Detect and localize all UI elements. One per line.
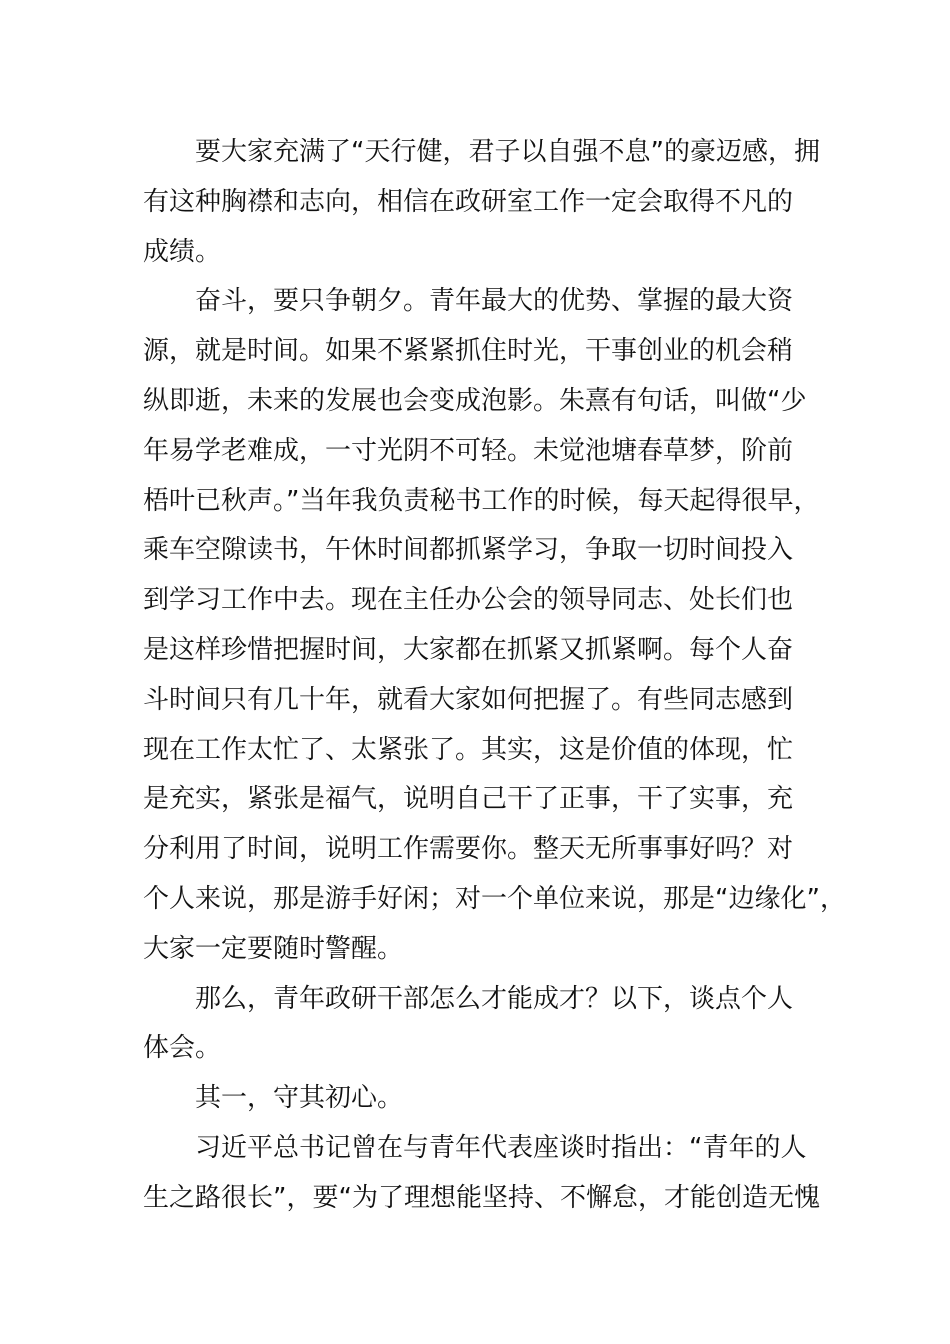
text-line: 大家一定要随时警醒。 (143, 933, 404, 964)
text-line: 成绩。 (143, 236, 222, 267)
text-line: 现在工作太忙了、太紧张了。其实，这是价值的体现，忙 (143, 734, 794, 765)
text-line: 斗时间只有几十年，就看大家如何把握了。有些同志感到 (143, 684, 794, 715)
text-line: 年易学老难成，一寸光阴不可轻。未觉池塘春草梦，阶前 (143, 435, 794, 466)
text-line: 纵即逝，未来的发展也会变成泡影。朱熹有句话，叫做“少 (143, 385, 807, 416)
text-line: 分利用了时间，说明工作需要你。整天无所事事好吗？对 (143, 834, 794, 865)
text-line: 源，就是时间。如果不紧紧抓住时光，干事创业的机会稍 (143, 336, 794, 367)
text-line: 有这种胸襟和志向，相信在政研室工作一定会取得不凡的 (143, 186, 794, 217)
text-line: 生之路很长”，要“为了理想能坚持、不懈怠，才能创造无愧 (143, 1182, 820, 1213)
text-line: 那么，青年政研干部怎么才能成才？以下，谈点个人 (195, 983, 794, 1014)
text-line: 梧叶已秋声。”当年我负责秘书工作的时候，每天起得很早， (143, 485, 820, 516)
text-line: 奋斗，要只争朝夕。青年最大的优势、掌握的最大资 (195, 286, 794, 317)
text-line: 体会。 (143, 1033, 222, 1064)
text-line: 是充实，紧张是福气，说明自己干了正事，干了实事，充 (143, 784, 794, 815)
text-line: 是这样珍惜把握时间，大家都在抓紧又抓紧啊。每个人奋 (143, 634, 794, 665)
text-line: 到学习工作中去。现在主任办公会的领导同志、处长们也 (143, 585, 794, 616)
text-line: 习近平总书记曾在与青年代表座谈时指出：“青年的人 (195, 1132, 807, 1163)
text-line: 个人来说，那是游手好闲；对一个单位来说，那是“边缘化”， (143, 883, 846, 914)
section-heading: 其一，守其初心。 (195, 1083, 404, 1114)
text-line: 要大家充满了“天行健，君子以自强不息”的豪迈感，拥 (195, 137, 820, 167)
text-line: 乘车空隙读书，午休时间都抓紧学习，争取一切时间投入 (143, 535, 794, 566)
document-body (143, 128, 846, 1224)
